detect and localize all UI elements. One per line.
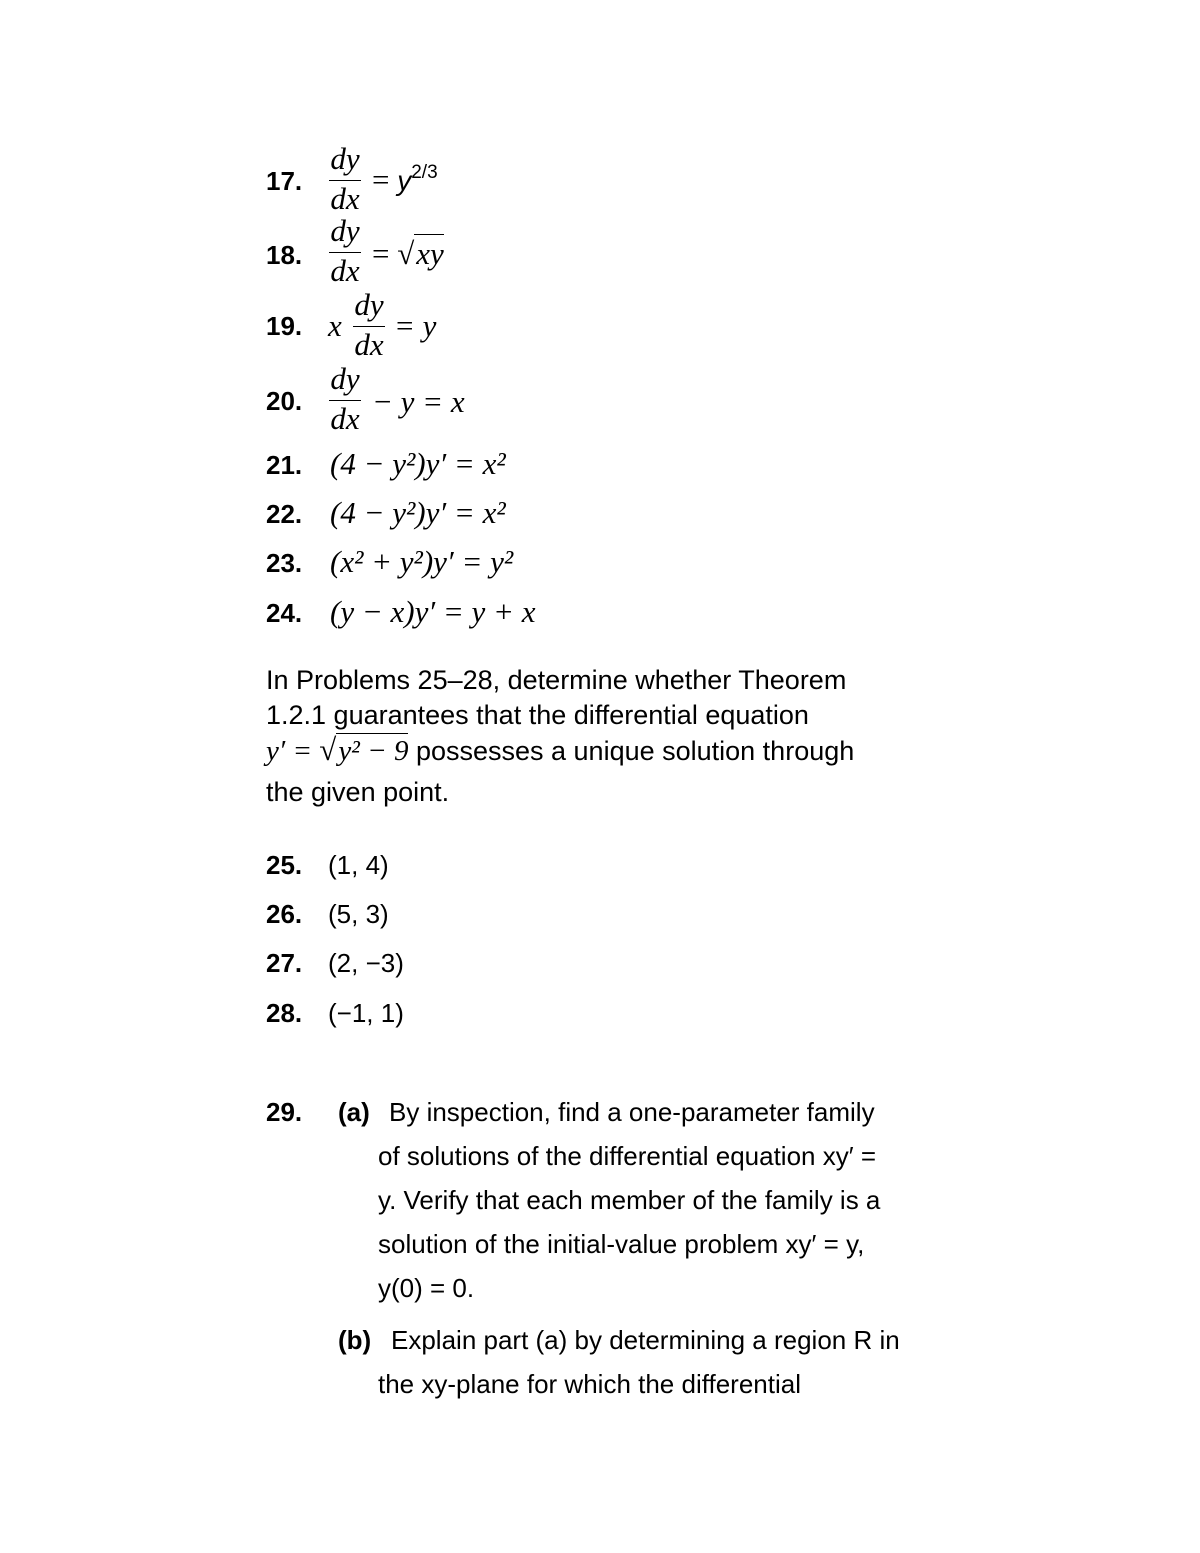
problem-number-22: 22. [266,499,303,529]
equation-19-rhs: = y [394,308,437,343]
numerator: dy [354,287,384,322]
problem-number-25: 25. [266,850,303,880]
denominator: dx [330,181,360,216]
problem-number-19: 19. [266,311,303,341]
equation-17-fraction [328,142,362,218]
sqrt-icon: √ [397,236,415,271]
problem-number-17: 17. [266,166,303,196]
equation-20-rest: − y = x [372,384,465,419]
part-a-line-4: solution of the initial-value problem xy′ = y, [378,1229,865,1259]
denominator: dx [330,253,360,288]
rhs-base: y [397,165,412,196]
point-27: (2, −3) [328,948,404,978]
problem-number-23: 23. [266,548,303,578]
part-b-line-2: the xy-plane for which the differential [378,1369,801,1399]
part-a-label: (a) [338,1097,370,1127]
part-a-line-3: y. Verify that each member of the family is a [378,1185,881,1215]
intro-line-4: the given point. [266,777,450,807]
sqrt-icon: √ [319,732,337,767]
intro-line-3-text: possesses a unique solution through [408,736,855,766]
equation-24: (y − x)y′ = y + x [330,594,536,629]
part-a-line-1: By inspection, find a one-parameter family [389,1097,875,1127]
part-a-line-5: y(0) = 0. [378,1273,475,1303]
problem-number-29: 29. [266,1097,303,1127]
equation-19-lhs: x [328,308,342,343]
equation-18-fraction [328,214,362,290]
part-b-label: (b) [338,1325,372,1355]
equation-20-fraction [328,362,362,438]
part-b-line-1: Explain part (a) by determining a region R in [391,1325,900,1355]
equation-19-fraction [352,288,386,364]
problem-number-24: 24. [266,598,303,628]
numerator: dy [330,213,360,248]
part-a-line-2: of solutions of the differential equation xy′ = [378,1141,876,1171]
equation-18-rhs [372,236,444,272]
problem-number-27: 27. [266,948,303,978]
problem-number-18: 18. [266,240,303,270]
equation-22: (4 − y²)y′ = x² [330,495,506,530]
denominator: dx [330,401,360,436]
equation-21: (4 − y²)y′ = x² [330,446,506,481]
equals-sign: = [372,236,390,271]
equation-lhs: y′ = [266,735,320,767]
denominator: dx [354,327,384,362]
equals-sign: = [372,162,390,197]
equation-17-rhs [372,162,438,198]
point-25: (1, 4) [328,850,389,880]
intro-line-2: 1.2.1 guarantees that the differential equation [266,700,809,730]
point-28: (−1, 1) [328,998,404,1028]
problem-number-21: 21. [266,450,303,480]
problem-number-26: 26. [266,899,303,929]
intro-line-1: In Problems 25–28, determine whether Theorem [266,665,847,695]
rhs-exponent: 2/3 [411,162,438,183]
intro-line-3 [266,732,966,769]
radicand: xy [416,236,444,271]
numerator: dy [330,141,360,176]
problem-number-20: 20. [266,386,303,416]
numerator: dy [330,361,360,396]
point-26: (5, 3) [328,899,389,929]
problem-number-28: 28. [266,998,303,1028]
equation-23: (x² + y²)y′ = y² [330,544,514,579]
equation-radicand: y² − 9 [338,735,409,767]
